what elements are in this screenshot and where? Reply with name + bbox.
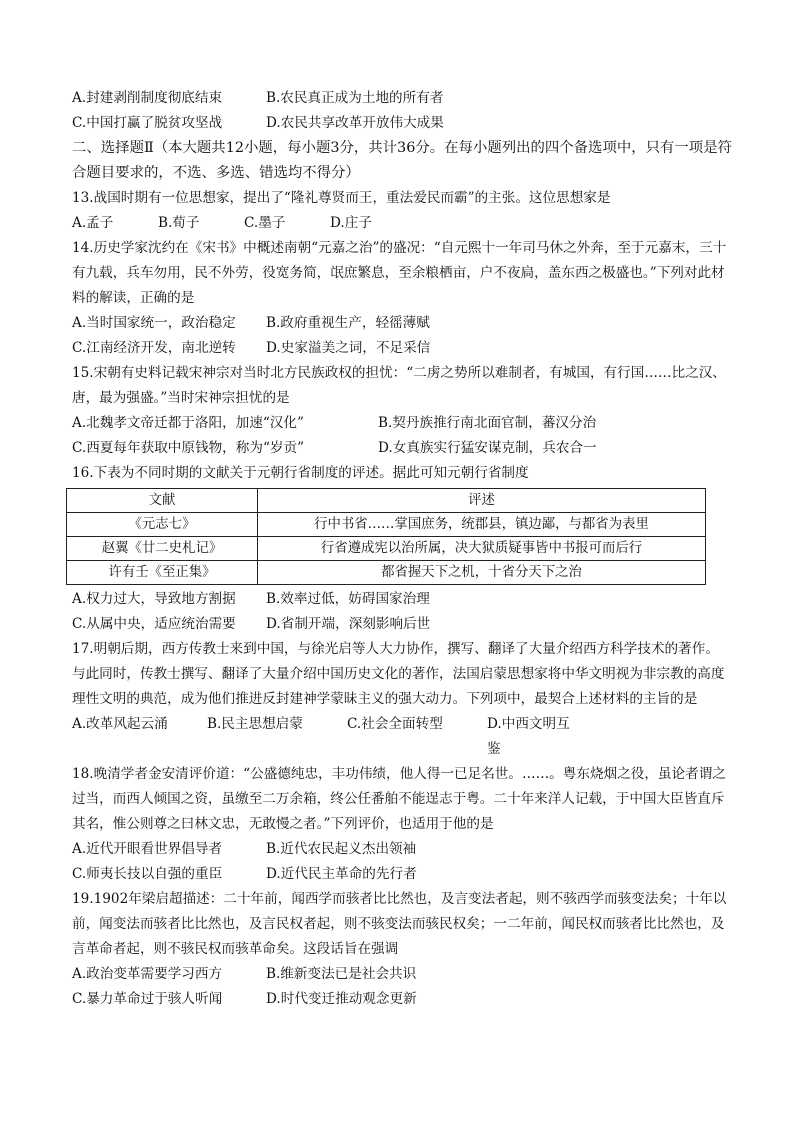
q16-option-d[interactable]: D.省制开端，深刻影响后世 [266,616,431,632]
table-cell-comment: 行省遵成宪以治所属，决大狱质疑事皆中书报可而后行 [258,537,706,561]
q16-option-c[interactable]: C.从属中央，适应统治需要 [72,616,236,632]
q14-option-a[interactable]: A.当时国家统一，政治稳定 [72,315,236,331]
q12-option-c[interactable]: C.中国打赢了脱贫攻坚战 [72,115,223,131]
q18-option-d[interactable]: D.近代民主革命的先行者 [266,866,417,882]
q15-option-c[interactable]: C.西夏每年获取中原钱物，称为“岁贡” [72,440,305,456]
table-cell-source: 赵翼《廿二史札记》 [67,537,258,561]
q13-option-b[interactable]: B.荀子 [158,215,200,231]
q15-option-a[interactable]: A.北魏孝文帝迁都于洛阳，加速“汉化” [72,415,304,431]
table-cell-comment: 行中书省……掌国庶务，统郡县，镇边鄙，与都省为表里 [258,513,706,537]
q19-options-row-2 [72,987,732,1012]
table-cell-source: 《元志七》 [67,513,258,537]
q12-option-b[interactable]: B.农民真正成为土地的所有者 [266,90,444,106]
q12-options-row-1 [72,86,732,111]
q15-option-d[interactable]: D.女真族实行猛安谋克制，兵农合一 [378,440,597,456]
q17-option-a[interactable]: A.改革风起云涌 [72,716,168,732]
q15-options-row-2 [72,436,732,461]
q13-option-c[interactable]: C.墨子 [244,215,286,231]
q17-stem: 17.明朝后期，西方传教士来到中国，与徐光启等人大力协作，撰写、翻译了大量介绍西方科学技术的著作。与此同时，传教士撰写、翻译了大量介绍中国历史文化的著作，法国启蒙思想家将中华文明视为非宗教的高度理性文明的典范，成为他们推进反封建神学蒙昧主义的强大动力。下列项中，最契合上述材料的主旨的是 [72,641,725,707]
q14-stem: 14.历史学家沈约在《宋书》中概述南朝“元嘉之治”的盛况：“自元熙十一年司马休之外奔，至于元嘉末，三十有九载，兵车勿用，民不外劳，役宽务简，氓庶繁息，至余粮栖亩，户不夜扃，盖东西之极盛也。”下列对此材料的解读，正确的是 [72,240,727,306]
q18-options-row-2 [72,862,732,887]
section-2-heading: 二、选择题Ⅱ（本大题共12小题，每小题3分，共计36分。在每小题列出的四个备选项中，只有一项是符合题目要求的，不选、多选、错选均不得分） [72,140,732,181]
table-header-comment: 评述 [258,489,706,513]
q13-option-d[interactable]: D.庄子 [330,215,372,231]
q16-options-row-2 [72,612,732,637]
q13-stem: 13.战国时期有一位思想家，提出了“隆礼尊贤而王，重法爱民而霸”的主张。这位思想家是 [72,190,611,206]
q12-option-a[interactable]: A.封建剥削制度彻底结束 [72,90,223,106]
q19-option-d[interactable]: D.时代变迁推动观念更新 [266,991,417,1007]
q18-option-b[interactable]: B.近代农民起义杰出领袖 [266,841,417,857]
table-header-row [67,489,706,513]
q18-option-a[interactable]: A.近代开眼看世界倡导者 [72,841,223,857]
q19-stem: 19.1902年梁启超描述：二十年前，闻西学而骇者比比然也，及言变法者起，则不骇西学而骇变法矣；十年以前，闻变法而骇者比比然也，及言民权者起，则不骇变法而骇民权矣；一二年前，闻民权而骇者比比然也，及言革命者起，则不骇民权而骇革命矣。这段话旨在强调 [72,891,727,957]
q14-option-c[interactable]: C.江南经济开发，南北逆转 [72,340,236,356]
q14-options-row-1 [72,311,732,336]
table-cell-source: 许有壬《至正集》 [67,561,258,585]
q19-option-b[interactable]: B.维新变法已是社会共识 [266,966,417,982]
q15-stem: 15.宋朝有史料记载宋神宗对当时北方民族政权的担忧：“二虏之势所以难制者，有城国，有行国……比之汉、唐，最为强盛。”当时宋神宗担忧的是 [72,365,726,406]
q17-options [72,712,732,762]
q17-option-d[interactable]: D.中西文明互鉴 [487,716,570,757]
q12-options-row-2 [72,111,732,136]
q12-option-d[interactable]: D.农民共享改革开放伟大成果 [266,115,444,131]
q17-option-b[interactable]: B.民主思想启蒙 [207,716,303,732]
q15-option-b[interactable]: B.契丹族推行南北面官制，蕃汉分治 [378,415,597,431]
q13-option-a[interactable]: A.孟子 [72,215,114,231]
q19-option-c[interactable]: C.暴力革命过于骇人听闻 [72,991,223,1007]
q16-option-a[interactable]: A.权力过大，导致地方割据 [72,591,236,607]
table-cell-comment: 都省握天下之机，十省分天下之治 [258,561,706,585]
q16-table [66,488,706,585]
q18-option-c[interactable]: C.师夷长技以自强的重臣 [72,866,223,882]
table-row [67,561,706,585]
q16-stem: 16.下表为不同时期的文献关于元朝行省制度的评述。据此可知元朝行省制度 [72,465,529,481]
q14-option-d[interactable]: D.史家溢美之词，不足采信 [266,340,431,356]
exam-page [72,86,732,1012]
table-header-source: 文献 [67,489,258,513]
q15-options-row-1 [72,411,732,436]
table-row [67,537,706,561]
q16-options-row-1 [72,587,732,612]
q18-options-row-1 [72,837,732,862]
q14-option-b[interactable]: B.政府重视生产，轻徭薄赋 [266,315,430,331]
table-row [67,513,706,537]
q17-option-c[interactable]: C.社会全面转型 [347,716,443,732]
q14-options-row-2 [72,336,732,361]
q13-options [72,211,732,236]
q19-options-row-1 [72,962,732,987]
q18-stem: 18.晚清学者金安清评价道：“公盛德纯忠，丰功伟绩，他人得一已足名世。……。粤东烧烟之役，虽论者谓之过当，而西人倾国之资，虽缴至二万余箱，终公任番舶不能逞志于粤。二十年来洋人记载，于中国大臣皆直斥其名，惟公则尊之曰林文忠，无敢慢之者。”下列评价，也适用于他的是 [72,766,726,832]
q16-option-b[interactable]: B.效率过低，妨碍国家治理 [266,591,430,607]
q19-option-a[interactable]: A.政治变革需要学习西方 [72,966,223,982]
